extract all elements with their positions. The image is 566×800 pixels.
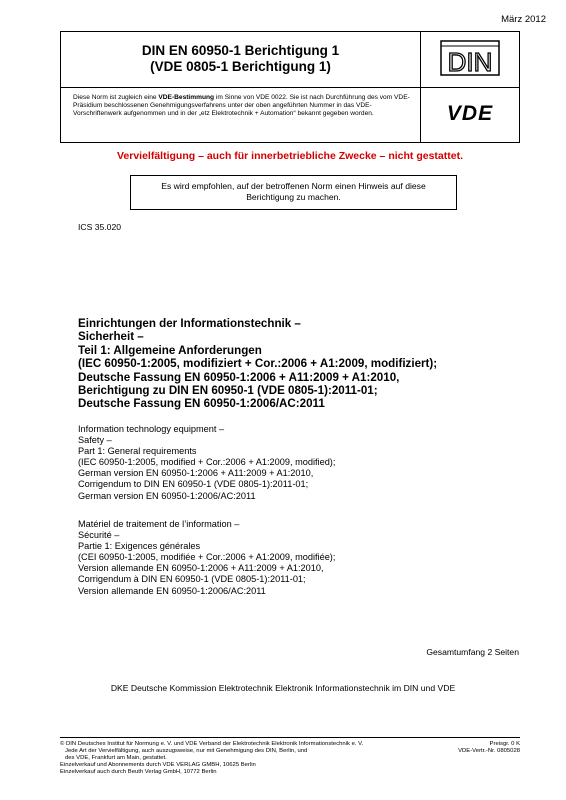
- advice-line-2: Berichtigung zu machen.: [246, 192, 341, 202]
- advice-box: [130, 175, 457, 210]
- din-logo-cell: [421, 32, 519, 88]
- vde-note: [61, 88, 421, 142]
- title-en-line: German version EN 60950-1:2006/AC:2011: [78, 490, 256, 501]
- footer-line: © DIN Deutsches Institut für Normung e. V. und VDE Verband der Elektrotechnik Elektronik Informationstechnik e. V.: [60, 741, 364, 747]
- title-en-line: (IEC 60950-1:2005, modified + Cor.:2006 + A1:2009, modified);: [78, 457, 336, 468]
- title-de-line: Sicherheit –: [78, 330, 144, 344]
- title-fr-line: Matériel de traitement de l’information –: [78, 519, 240, 529]
- title-de-line: Deutsche Fassung EN 60950-1:2006 + A11:2009 + A1:2010,: [78, 370, 400, 384]
- title-en-line: Information technology equipment –: [78, 424, 225, 434]
- issue-date: März 2012: [501, 14, 546, 25]
- vde-logo-cell: [421, 88, 519, 142]
- title-en-line: Safety –: [78, 435, 112, 446]
- header-box: [60, 31, 520, 143]
- title-de-line: Einrichtungen der Informationstechnik –: [78, 317, 301, 330]
- title-fr-line: Partie 1: Exigences générales: [78, 541, 201, 552]
- title-english: [78, 424, 538, 502]
- title-fr-line: Version allemande EN 60950-1:2006/AC:2011: [78, 585, 266, 596]
- note-pre: Diese Norm ist zugleich eine: [73, 94, 159, 101]
- advice-line-1: Es wird empfohlen, auf der betroffenen Norm einen Hinweis auf diese: [161, 181, 426, 191]
- title-fr-line: Sécurité –: [78, 530, 120, 541]
- dke-line: DKE Deutsche Kommission Elektrotechnik Elektronik Informationstechnik im DIN und VDE: [110, 683, 456, 693]
- footer: [60, 737, 520, 787]
- title-en-line: German version EN 60950-1:2006 + A11:2009 + A1:2010,: [78, 468, 314, 479]
- ics-code: ICS 35.020: [78, 222, 121, 232]
- title-line-1: DIN EN 60950-1 Berichtigung 1: [141, 43, 340, 58]
- total-pages: Gesamtumfang 2 Seiten: [426, 647, 519, 657]
- vde-contract-number: VDE-Vertr.-Nr. 0805028: [458, 748, 520, 754]
- title-fr-line: (CEI 60950-1:2005, modifiée + Cor.:2006 + A1:2009, modifiée);: [78, 552, 336, 563]
- title-fr-line: Version allemande EN 60950-1:2006 + A11:2009 + A1:2010,: [78, 563, 324, 574]
- footer-pricing: [458, 741, 520, 755]
- price-group: Preisgr. 0 K: [489, 741, 520, 747]
- note-bold: VDE-Bestimmung: [158, 94, 215, 101]
- title-de-line: Berichtigung zu DIN EN 60950-1 (VDE 0805-1):2011-01;: [78, 384, 378, 398]
- copy-warning: Vervielfältigung – auch für innerbetriebliche Zwecke – nicht gestattet.: [116, 150, 463, 162]
- title-de-line: Teil 1: Allgemeine Anforderungen: [78, 343, 262, 357]
- footer-line: Einzelverkauf auch durch Beuth Verlag GmbH, 10772 Berlin: [60, 769, 217, 775]
- title-en-line: Part 1: General requirements: [78, 446, 197, 457]
- footer-line: des VDE, Frankfurt am Main, gestattet.: [65, 755, 167, 761]
- footer-line: Einzelverkauf und Abonnements durch VDE VERLAG GMBH, 10625 Berlin: [60, 762, 256, 768]
- title-de-line: (IEC 60950-1:2005, modifiziert + Cor.:2006 + A1:2009, modifiziert);: [78, 357, 438, 371]
- din-logo-text: DIN: [447, 47, 493, 77]
- title-german: [78, 317, 538, 411]
- note-post: im Sinne von VDE 0022. Sie ist nach Durchführung des vom VDE-Präsidium beschlossenen Genehmigungsverfahrens unter der oben angeführten Nummer in das VDE-Vorschriftenwerk aufgenommen und in der „etz Elektrotechnik + Automation“ bekannt gegeben worden.: [73, 94, 410, 117]
- title-line-2: (VDE 0805-1 Berichtigung 1): [150, 59, 331, 74]
- footer-copyright: [60, 741, 420, 776]
- document-title: [61, 32, 421, 88]
- title-de-line: Deutsche Fassung EN 60950-1:2006/AC:2011: [78, 397, 325, 411]
- title-en-line: Corrigendum to DIN EN 60950-1 (VDE 0805-1):2011-01;: [78, 479, 309, 490]
- din-logo: [421, 32, 519, 87]
- footer-line: Jede Art der Vervielfältigung, auch auszugsweise, nur mit Genehmigung des DIN, Berlin, und: [65, 748, 308, 754]
- vde-logo: VDE: [446, 102, 494, 125]
- title-french: [78, 519, 538, 597]
- title-fr-line: Corrigendum à DIN EN 60950-1 (VDE 0805-1):2011-01;: [78, 574, 306, 585]
